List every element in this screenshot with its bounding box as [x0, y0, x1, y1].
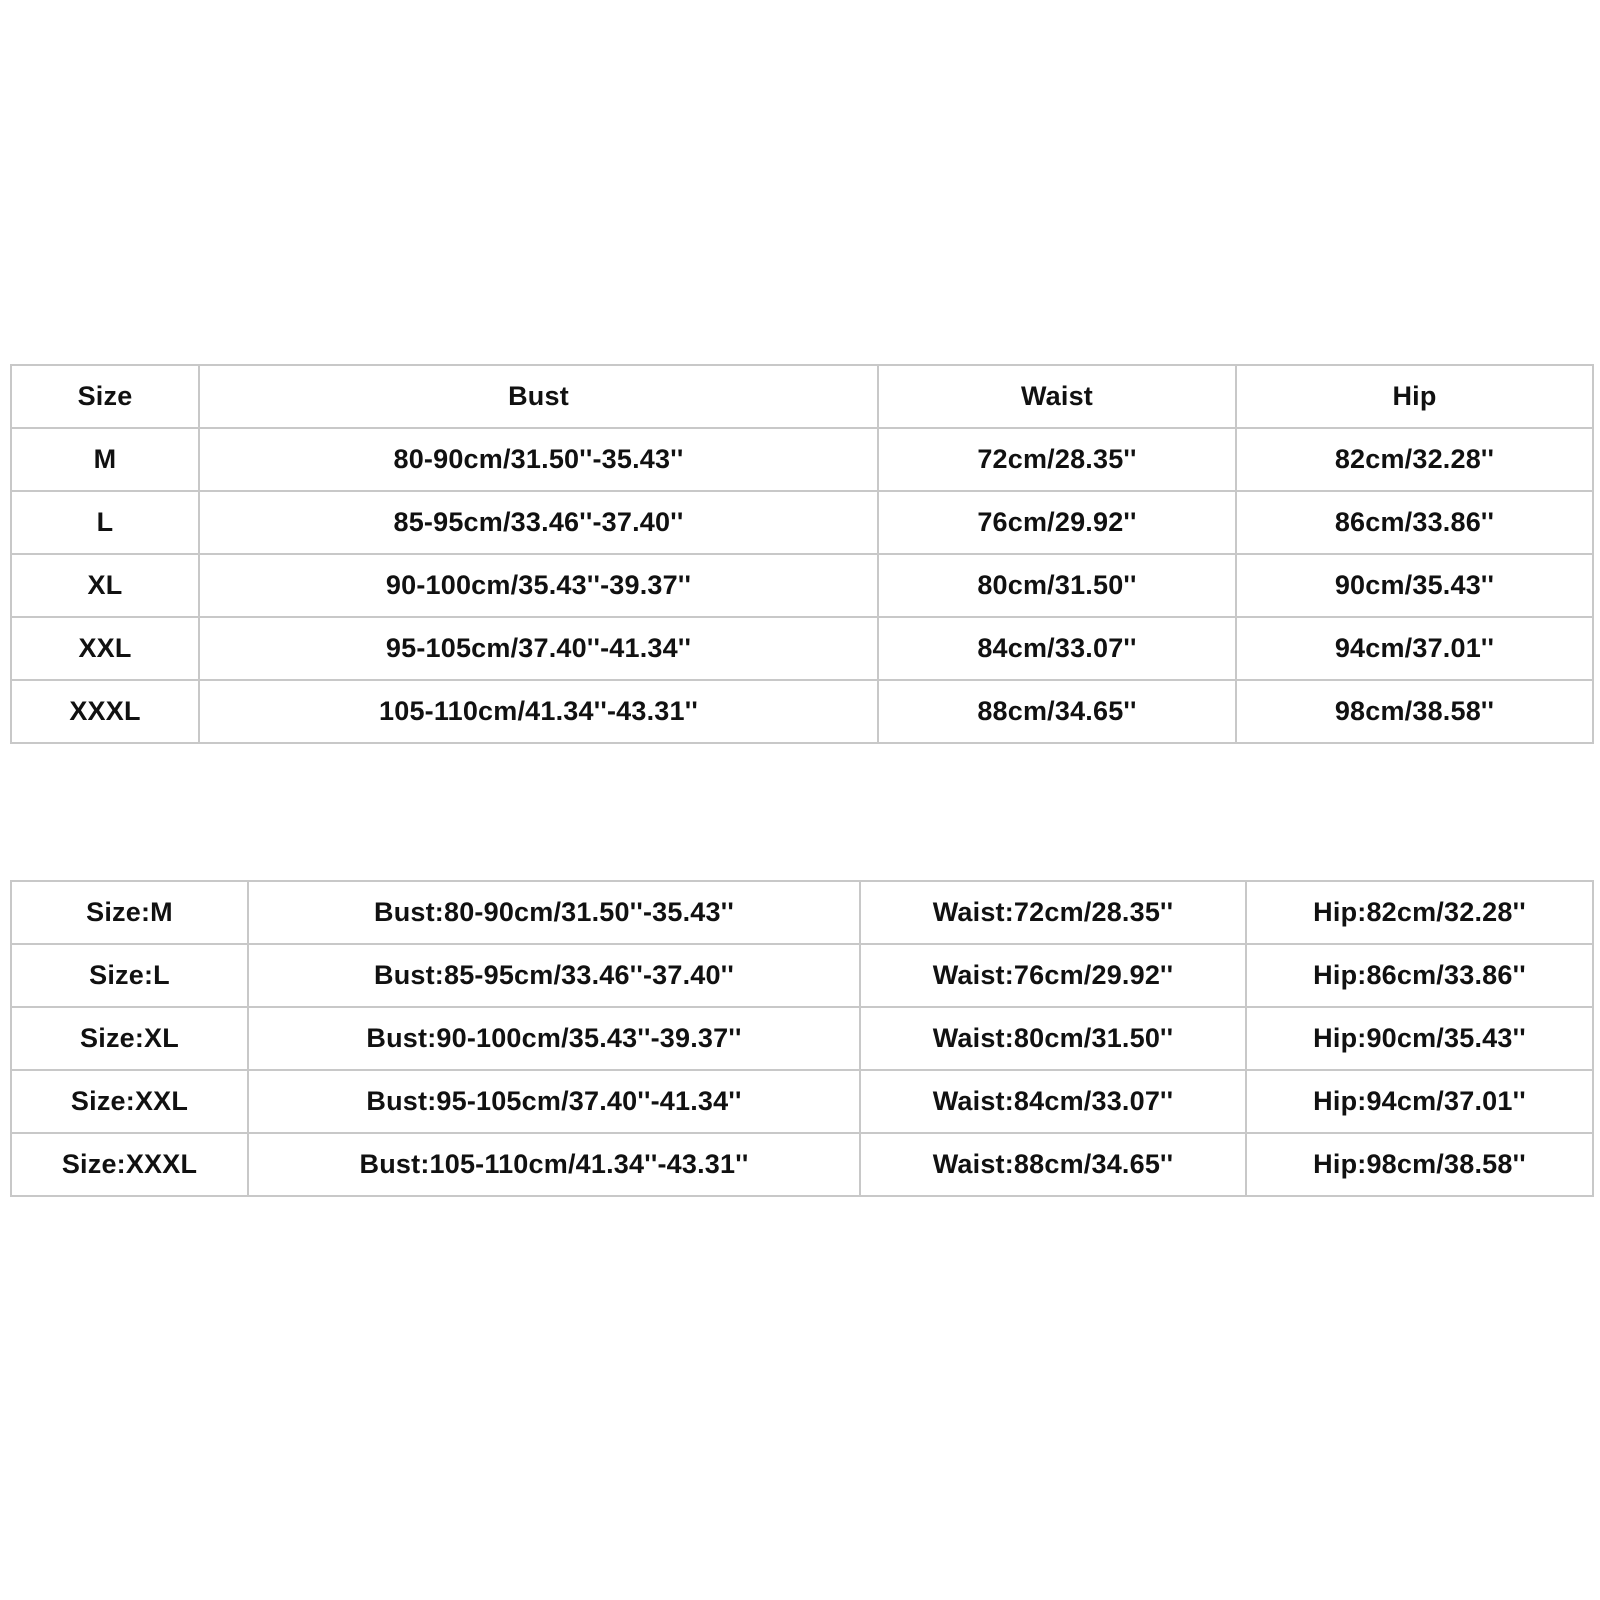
- size-cell: M: [11, 428, 199, 491]
- table-row: [11, 491, 1593, 554]
- size-cell: XXL: [11, 617, 199, 680]
- table-row: [11, 1133, 1593, 1196]
- header-cell-bust: Bust: [199, 365, 878, 428]
- table-row: [11, 944, 1593, 1007]
- hip-cell: Hip:98cm/38.58'': [1246, 1133, 1593, 1196]
- bust-cell: 105-110cm/41.34''-43.31'': [199, 680, 878, 743]
- table-row: [11, 1070, 1593, 1133]
- table-row: [11, 428, 1593, 491]
- bust-cell: Bust:105-110cm/41.34''-43.31'': [248, 1133, 860, 1196]
- hip-cell: 90cm/35.43'': [1236, 554, 1593, 617]
- size-cell: Size:XXL: [11, 1070, 248, 1133]
- hip-cell: 82cm/32.28'': [1236, 428, 1593, 491]
- hip-cell: Hip:94cm/37.01'': [1246, 1070, 1593, 1133]
- hip-cell: Hip:82cm/32.28'': [1246, 881, 1593, 944]
- bust-cell: 90-100cm/35.43''-39.37'': [199, 554, 878, 617]
- waist-cell: 84cm/33.07'': [878, 617, 1236, 680]
- header-cell-hip: Hip: [1236, 365, 1593, 428]
- waist-cell: Waist:76cm/29.92'': [860, 944, 1246, 1007]
- waist-cell: Waist:80cm/31.50'': [860, 1007, 1246, 1070]
- bust-cell: 80-90cm/31.50''-35.43'': [199, 428, 878, 491]
- waist-cell: 76cm/29.92'': [878, 491, 1236, 554]
- bust-cell: Bust:80-90cm/31.50''-35.43'': [248, 881, 860, 944]
- hip-cell: 98cm/38.58'': [1236, 680, 1593, 743]
- size-cell: Size:M: [11, 881, 248, 944]
- size-chart-table-1: [10, 364, 1594, 744]
- size-cell: L: [11, 491, 199, 554]
- waist-cell: 88cm/34.65'': [878, 680, 1236, 743]
- waist-cell: Waist:72cm/28.35'': [860, 881, 1246, 944]
- table-row: [11, 680, 1593, 743]
- header-cell-waist: Waist: [878, 365, 1236, 428]
- waist-cell: 80cm/31.50'': [878, 554, 1236, 617]
- table-row: [11, 617, 1593, 680]
- table-row: [11, 1007, 1593, 1070]
- size-cell: Size:XXXL: [11, 1133, 248, 1196]
- hip-cell: 86cm/33.86'': [1236, 491, 1593, 554]
- size-cell: XXXL: [11, 680, 199, 743]
- size-chart-table-2: [10, 880, 1594, 1197]
- bust-cell: 95-105cm/37.40''-41.34'': [199, 617, 878, 680]
- waist-cell: Waist:88cm/34.65'': [860, 1133, 1246, 1196]
- size-cell: Size:XL: [11, 1007, 248, 1070]
- bust-cell: Bust:85-95cm/33.46''-37.40'': [248, 944, 860, 1007]
- bust-cell: Bust:90-100cm/35.43''-39.37'': [248, 1007, 860, 1070]
- table-row: [11, 881, 1593, 944]
- header-cell-size: Size: [11, 365, 199, 428]
- table-header-row: [11, 365, 1593, 428]
- hip-cell: 94cm/37.01'': [1236, 617, 1593, 680]
- waist-cell: 72cm/28.35'': [878, 428, 1236, 491]
- size-cell: Size:L: [11, 944, 248, 1007]
- bust-cell: 85-95cm/33.46''-37.40'': [199, 491, 878, 554]
- size-cell: XL: [11, 554, 199, 617]
- hip-cell: Hip:90cm/35.43'': [1246, 1007, 1593, 1070]
- waist-cell: Waist:84cm/33.07'': [860, 1070, 1246, 1133]
- hip-cell: Hip:86cm/33.86'': [1246, 944, 1593, 1007]
- bust-cell: Bust:95-105cm/37.40''-41.34'': [248, 1070, 860, 1133]
- table-row: [11, 554, 1593, 617]
